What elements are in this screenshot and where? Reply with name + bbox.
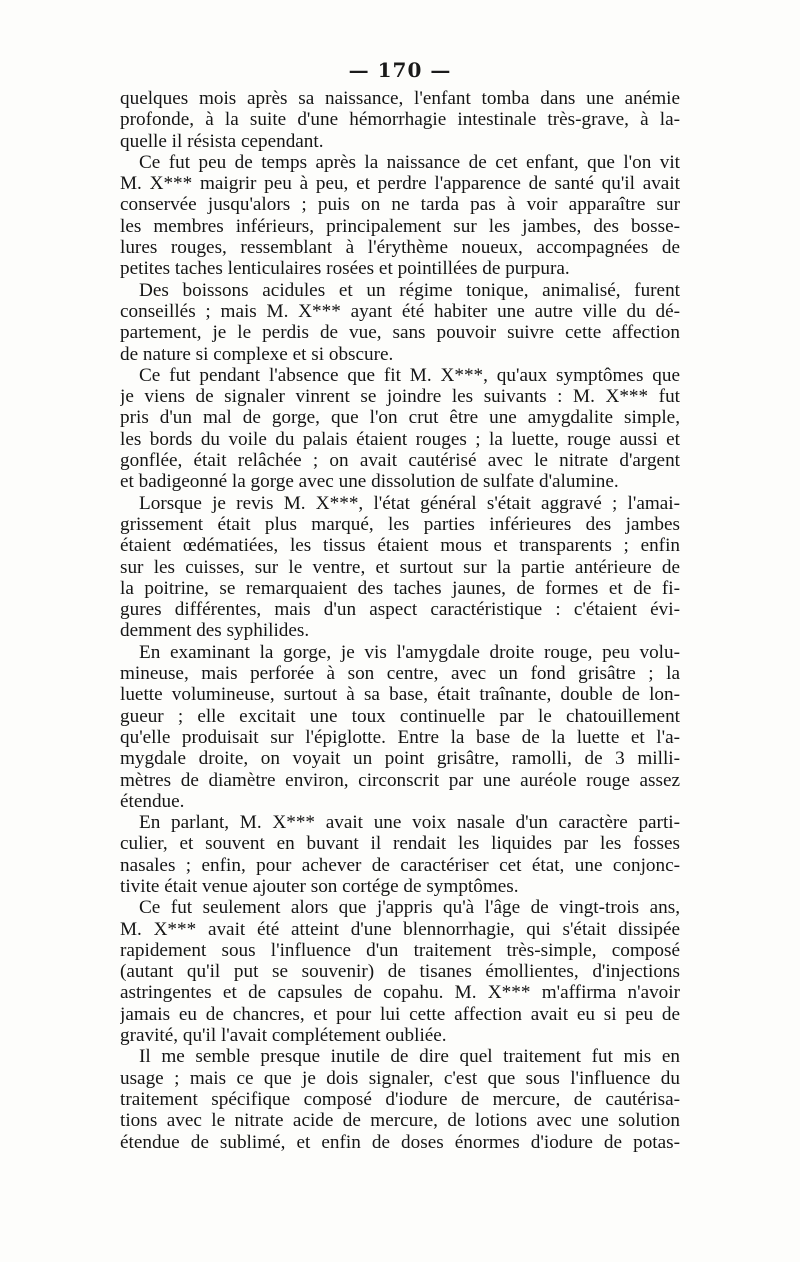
text-line: petites taches lenticulaires rosées et pointillées de purpura. — [120, 258, 570, 280]
body-text — [120, 88, 680, 1153]
text-line: gueur ; elle excitait une toux continuelle par le chatouillement — [120, 705, 680, 727]
page-number: — 170 — — [348, 58, 452, 82]
text-line: de nature si complexe et si obscure. — [120, 343, 394, 365]
text-line: usage ; mais ce que je dois signaler, c'est que sous l'influence du — [120, 1067, 680, 1089]
text-line: profonde, à la suite d'une hémorrhagie intestinale très-grave, à la- — [120, 109, 680, 131]
text-line: En parlant, M. X*** avait une voix nasale d'un caractère parti- — [139, 812, 680, 834]
text-line: étaient œdématiées, les tissus étaient mous et transparents ; enfin — [120, 535, 680, 557]
text-line: mètres de diamètre environ, circonscrit par une auréole rouge assez — [120, 769, 680, 791]
text-line: qu'elle produisait sur l'épiglotte. Entre la base de la luette et l'a- — [120, 726, 680, 748]
text-line: Ce fut peu de temps après la naissance de cet enfant, que l'on vit — [139, 151, 680, 173]
text-line: et badigeonné la gorge avec une dissolution de sulfate d'alumine. — [120, 471, 619, 493]
text-line: sur les cuisses, sur le ventre, et surtout sur la partie antérieure de — [120, 556, 680, 578]
text-line: luette volumineuse, surtout à sa base, était traînante, double de lon- — [120, 684, 680, 706]
text-line: En examinant la gorge, je vis l'amygdale droite rouge, peu volu- — [139, 641, 680, 663]
text-line: Des boissons acidules et un régime tonique, animalisé, furent — [139, 279, 680, 301]
text-line: mineuse, mais perforée à son centre, avec un fond grisâtre ; la — [120, 663, 680, 685]
text-line: demment des syphilides. — [120, 620, 310, 642]
text-line: Ce fut pendant l'absence que fit M. X***, qu'aux symptômes que — [139, 364, 680, 386]
text-line: partement, je le perdis de vue, sans pouvoir suivre cette affection — [120, 322, 680, 344]
text-line: M. X*** avait été atteint d'une blennorrhagie, qui s'était dissipée — [120, 918, 680, 940]
text-line: Ce fut seulement alors que j'appris qu'à l'âge de vingt-trois ans, — [139, 897, 680, 919]
text-line: lures rouges, ressemblant à l'érythème noueux, accompagnées de — [120, 237, 680, 259]
text-line: conservée jusqu'alors ; puis on ne tarda pas à voir apparaître sur — [120, 194, 680, 216]
text-line: les bords du voile du palais étaient rouges ; la luette, rouge aussi et — [120, 428, 680, 450]
text-line: conseillés ; mais M. X*** ayant été habiter une autre ville du dé- — [120, 300, 680, 322]
text-line: rapidement sous l'influence d'un traitement très-simple, composé — [120, 939, 680, 961]
text-line: Il me semble presque inutile de dire quel traitement fut mis en — [139, 1046, 680, 1068]
text-line: quelle il résista cependant. — [120, 130, 324, 152]
text-line: étendue. — [120, 790, 185, 812]
text-line: culier, et souvent en buvant il rendait les liquides par les fosses — [120, 833, 680, 855]
text-line: gures différentes, mais d'un aspect caractéristique : c'étaient évi- — [120, 599, 680, 621]
text-line: M. X*** maigrir peu à peu, et perdre l'apparence de santé qu'il avait — [120, 173, 680, 195]
text-line: astringentes et de capsules de copahu. M. X*** m'affirma n'avoir — [120, 982, 680, 1004]
text-line: traitement spécifique composé d'iodure de mercure, de cautérisa- — [120, 1088, 680, 1110]
text-line: je viens de signaler vinrent se joindre les suivants : M. X*** fut — [120, 386, 680, 408]
text-line: (autant qu'il put se souvenir) de tisanes émollientes, d'injections — [120, 961, 680, 983]
text-line: pris d'un mal de gorge, que l'on crut être une amygdalite simple, — [120, 407, 680, 429]
text-line: quelques mois après sa naissance, l'enfant tomba dans une anémie — [120, 88, 680, 109]
text-line: mygdale droite, on voyait un point grisâtre, ramolli, de 3 milli- — [120, 748, 680, 770]
text-line: grissement était plus marqué, les parties inférieures des jambes — [120, 513, 680, 535]
text-line: les membres inférieurs, principalement sur les jambes, des bosse- — [120, 215, 680, 237]
text-line: jamais eu de chancres, et pour lui cette affection avait eu si peu de — [120, 1003, 680, 1025]
text-line: étendue de sublimé, et enfin de doses énormes d'iodure de potas- — [120, 1131, 680, 1153]
text-line: tivite était venue ajouter son cortége de symptômes. — [120, 875, 519, 897]
text-line: Lorsque je revis M. X***, l'état général s'était aggravé ; l'amai- — [139, 492, 680, 514]
text-line: la poitrine, se remarquaient des taches jaunes, de formes et de fi- — [120, 577, 680, 599]
text-line: gonflée, était relâchée ; on avait cautérisé avec le nitrate d'argent — [120, 450, 680, 472]
text-line: gravité, qu'il l'avait complétement oubliée. — [120, 1025, 447, 1047]
text-line: nasales ; enfin, pour achever de caractériser cet état, une conjonc- — [120, 854, 680, 876]
text-line: tions avec le nitrate acide de mercure, de lotions avec une solution — [120, 1110, 680, 1132]
